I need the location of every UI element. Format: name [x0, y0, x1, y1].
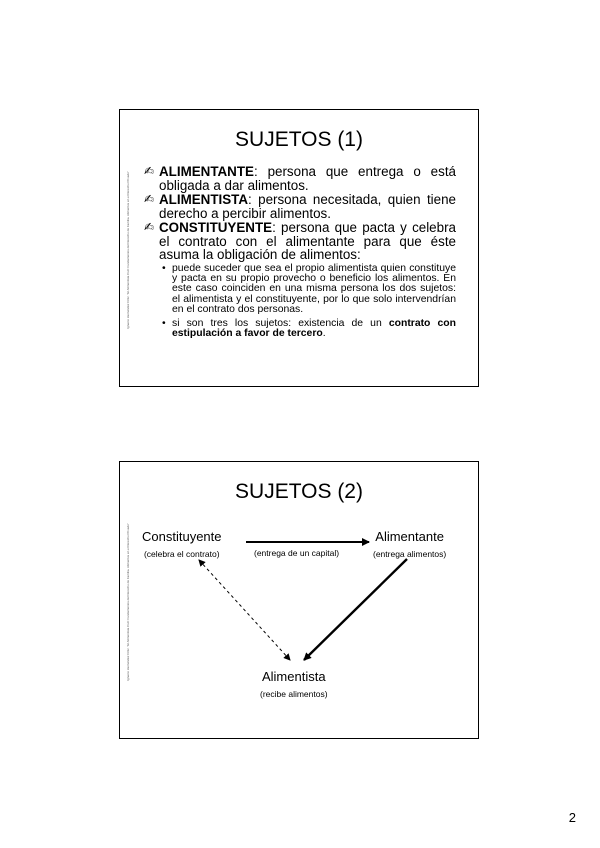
writing-hand-icon: ✍: [144, 220, 155, 234]
node-constituyente: Constituyente (celebra el contrato): [142, 529, 222, 559]
term: ALIMENTANTE: [159, 164, 254, 179]
definition-item: [144, 193, 456, 220]
definition-item: [144, 221, 456, 262]
arrow-label: (entrega de un capital): [254, 548, 340, 558]
slide-content: [144, 165, 456, 342]
sub-bullet-list: [162, 264, 456, 340]
dashed-arrow-constituyente-alimentista: [199, 560, 290, 660]
sidebar-credit: Ignacio Hernández Ortiz. "El Alimentista Civil: Fundamentos del Derecho de Familia. Alimentos en el Derecho Privado": [126, 523, 130, 681]
slide-title: SUJETOS (2): [235, 480, 363, 503]
writing-hand-icon: ✍: [144, 192, 155, 206]
sidebar-credit: Ignacio Hernández Ortiz. "El Alimentista Civil: Fundamentos del Derecho de Familia. Alimentos en el Derecho Privado": [126, 171, 130, 329]
sub-bullet: • si son tres los sujetos: existencia de un contrato con estipulación a favor de tercero.: [162, 319, 456, 340]
term: CONSTITUYENTE: [159, 220, 273, 235]
definition-item: [144, 165, 456, 192]
page-number: 2: [568, 810, 576, 825]
node-alimentante: Alimentante (entrega alimentos): [373, 529, 447, 559]
writing-hand-icon: ✍: [144, 164, 155, 178]
slide-sujetos-2: [119, 461, 479, 739]
slide-title: SUJETOS (1): [235, 128, 363, 151]
sub-bullet: • puede suceder que sea el propio alimentista quien constituye y pacta en su propio provecho o beneficio los alimentos. En este caso coinciden en una misma persona los dos sujetos: el alimentista y el constituyente, por lo que solo intervendrían en el contrato dos personas.: [162, 264, 456, 316]
node-alimentista: Alimentista (recibe alimentos): [260, 669, 328, 699]
slide-sujetos-1: [119, 109, 479, 387]
definition: : persona que entrega o está obligada a dar alimentos.: [159, 164, 456, 193]
definition: : persona que pacta y celebra el contrato con el alimentante para que éste asuma la obligación de alimentos:: [159, 220, 456, 262]
arrow-alimentante-to-alimentista: [304, 559, 407, 660]
definition: : persona necesitada, quien tiene derecho a percibir alimentos.: [159, 192, 456, 221]
term: ALIMENTISTA: [159, 192, 249, 207]
